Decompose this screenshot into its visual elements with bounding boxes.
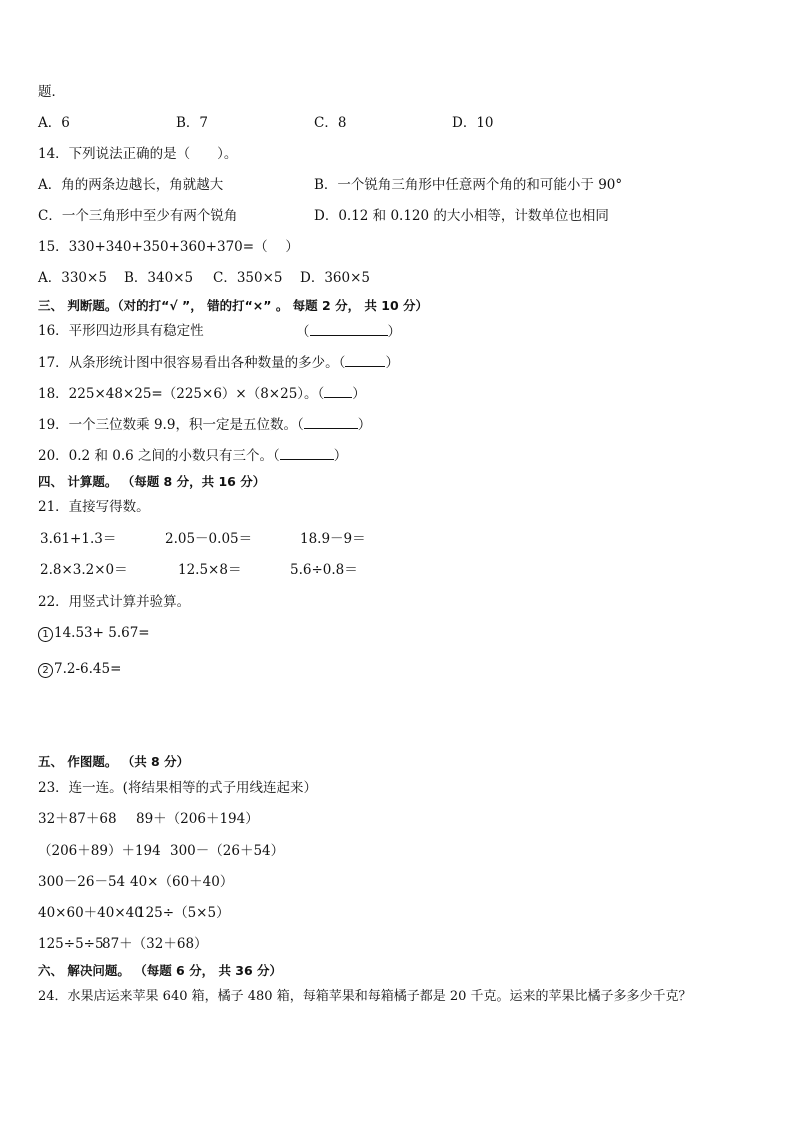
judge-17-text: 17．从条形统计图中很容易看出各种数量的多少。（ bbox=[38, 355, 346, 371]
section-5-heading: 五、 作图题。 （共 8 分） bbox=[38, 754, 190, 769]
q14-option-c: C．一个三角形中至少有两个锐角 bbox=[38, 208, 238, 224]
q15-stem: 15．330+340+350+360+370=（ ） bbox=[38, 239, 299, 255]
judge-20-text: 20．0.2 和 0.6 之间的小数只有三个。（ bbox=[38, 448, 280, 464]
judge-18-text: 18．225×48×25=（225×6）×（8×25）。（ bbox=[38, 386, 325, 402]
q13-option-b: B．7 bbox=[176, 115, 209, 131]
judge-20-blank[interactable] bbox=[280, 446, 334, 460]
q23-left-5[interactable]: 125÷5÷5 bbox=[38, 936, 104, 952]
q23-left-3[interactable]: 300－26－54 bbox=[38, 874, 126, 890]
q23-left-2[interactable]: （206＋89）＋194 bbox=[38, 843, 161, 859]
judge-18-blank[interactable] bbox=[324, 384, 352, 398]
q13-option-d: D．10 bbox=[452, 115, 494, 131]
q21-calc-2: 2.05－0.05＝ bbox=[165, 531, 253, 547]
q23-left-4[interactable]: 40×60＋40×40 bbox=[38, 905, 143, 921]
section-6-heading: 六、 解决问题。 （每题 6 分， 共 36 分） bbox=[38, 963, 283, 978]
judge-item-17: 17．从条形统计图中很容易看出各种数量的多少。（ ） bbox=[38, 355, 399, 371]
judge-item-20: 20．0.2 和 0.6 之间的小数只有三个。（ ） bbox=[38, 448, 348, 464]
q15-option-a: A．330×5 bbox=[38, 270, 107, 286]
judge-item-16 bbox=[38, 322, 401, 340]
q15-option-b: B．340×5 bbox=[124, 270, 194, 286]
q21-calc-3: 18.9－9＝ bbox=[300, 531, 366, 547]
q13-option-c: C．8 bbox=[314, 115, 347, 131]
q22-stem: 22．用竖式计算并验算。 bbox=[38, 594, 191, 610]
q22-item-1 bbox=[38, 624, 150, 642]
q21-stem: 21．直接写得数。 bbox=[38, 499, 150, 515]
judge-19-blank[interactable] bbox=[304, 415, 358, 429]
q21-calc-6: 5.6÷0.8＝ bbox=[290, 562, 358, 578]
q23-right-5[interactable]: 87＋（32＋68） bbox=[102, 936, 208, 952]
q14-option-d: D．0.12 和 0.120 的大小相等，计数单位也相同 bbox=[314, 208, 609, 224]
circled-number-1: 1 bbox=[38, 627, 53, 642]
q13-option-a: A．6 bbox=[38, 115, 70, 131]
judge-16-text: 16．平形四边形具有稳定性 bbox=[38, 323, 204, 339]
section-4-heading: 四、 计算题。 （每题 8 分，共 16 分） bbox=[38, 474, 266, 489]
q21-calc-5: 12.5×8＝ bbox=[178, 562, 242, 578]
q24-stem: 24．水果店运来苹果 640 箱，橘子 480 箱，每箱苹果和每箱橘子都是 20 千克。运来的苹果比橘子多多少千克？ bbox=[38, 989, 692, 1004]
circled-number-2: 2 bbox=[38, 663, 53, 678]
judge-17-blank[interactable] bbox=[345, 353, 385, 367]
judge-19-text: 19．一个三位数乘 9.9，积一定是五位数。（ bbox=[38, 417, 304, 433]
q22-expr-1: 14.53+ 5.67= bbox=[54, 625, 150, 641]
q22-item-2 bbox=[38, 660, 121, 678]
q23-left-1[interactable]: 32＋87＋68 bbox=[38, 811, 117, 827]
q14-option-a: A．角的两条边越长，角就越大 bbox=[38, 177, 224, 193]
judge-item-18: 18．225×48×25=（225×6）×（8×25）。（ ） bbox=[38, 386, 366, 402]
q13-tail: 题． bbox=[38, 84, 65, 100]
q23-right-1[interactable]: 89＋（206＋194） bbox=[136, 811, 259, 827]
q21-calc-4: 2.8×3.2×0＝ bbox=[40, 562, 128, 578]
q23-right-2[interactable]: 300－（26＋54） bbox=[170, 843, 285, 859]
judge-16-answer[interactable]: （ ） bbox=[296, 324, 401, 340]
q23-right-3[interactable]: 40×（60＋40） bbox=[130, 874, 234, 890]
q23-right-4[interactable]: 125÷（5×5） bbox=[137, 905, 230, 921]
q14-stem: 14．下列说法正确的是（ ）。 bbox=[38, 146, 238, 162]
q15-option-c: C．350×5 bbox=[213, 270, 283, 286]
q14-option-b: B．一个锐角三角形中任意两个角的和可能小于 90° bbox=[314, 177, 623, 193]
q22-expr-2: 7.2-6.45= bbox=[54, 661, 122, 677]
q23-stem: 23．连一连。(将结果相等的式子用线连起来） bbox=[38, 780, 317, 796]
q21-calc-1: 3.61+1.3＝ bbox=[40, 531, 117, 547]
q15-option-d: D．360×5 bbox=[300, 270, 370, 286]
section-3-heading: 三、 判断题。（对的打“√ ”， 错的打“×” 。 每题 2 分， 共 10 分） bbox=[38, 298, 429, 313]
judge-item-19: 19．一个三位数乘 9.9，积一定是五位数。（ ） bbox=[38, 417, 372, 433]
